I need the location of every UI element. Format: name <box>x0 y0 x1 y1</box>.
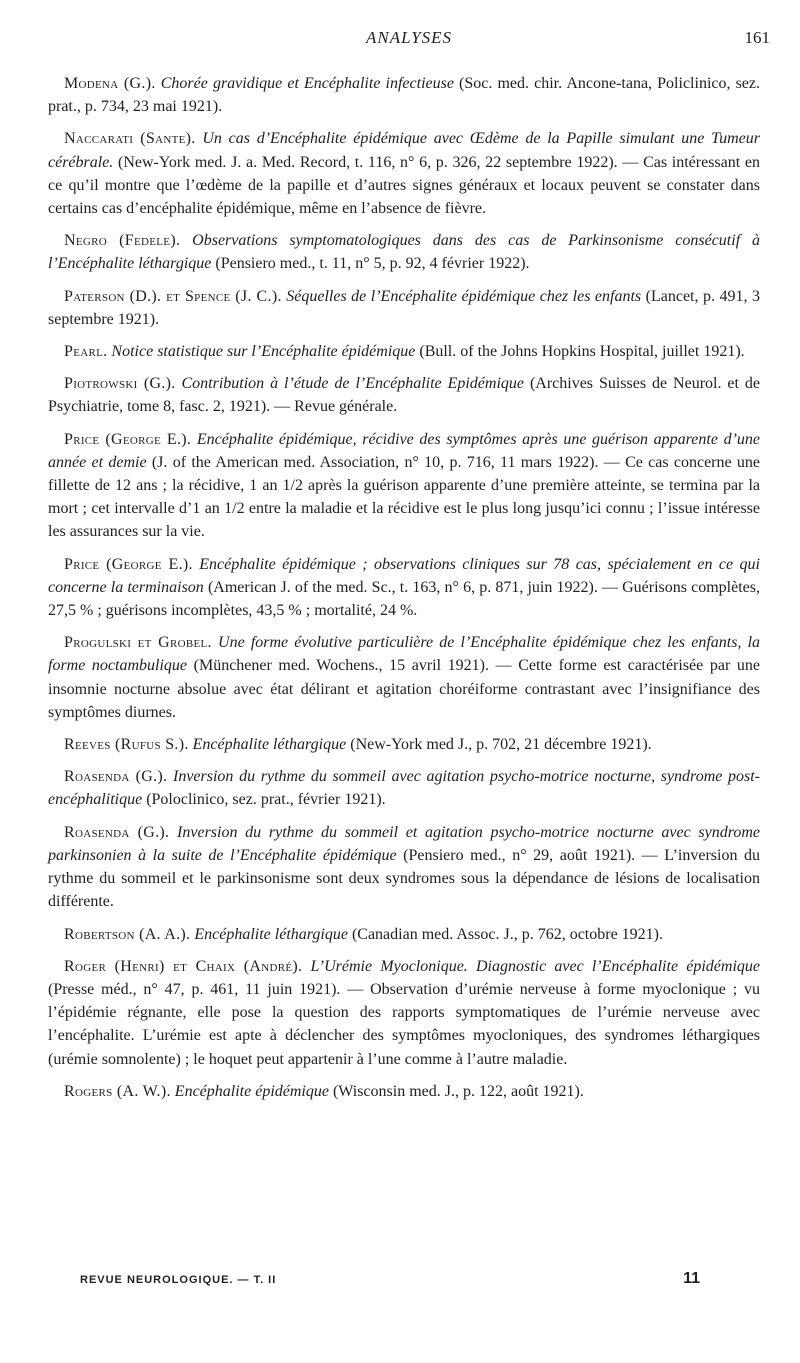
bibliography-entry <box>48 229 760 275</box>
entry-author: Roasenda (G.). <box>64 768 168 786</box>
entry-author: Modena (G.). <box>64 75 156 92</box>
entry-citation: (Canadian med. Assoc. J., p. 762, octobre 1921). <box>351 925 664 943</box>
page-number: 161 <box>744 28 770 47</box>
bibliography-entry <box>48 72 760 118</box>
signature-mark: 11 <box>683 1270 700 1287</box>
entry-citation: (Münchener med. Wochens., 15 avril 1921). — Cette forme est caractérisée par une insomnie nocturne absolue avec état délirant et agitation choréiforme contrastant avec l’insignifiance des symptômes diurnes. <box>48 657 761 721</box>
entry-author: Roasenda (G.). <box>64 823 170 841</box>
entry-citation: (Wisconsin med. J., p. 122, août 1921). <box>332 1082 584 1100</box>
entry-title: Chorée gravidique et Encéphalite infectieuse <box>160 75 454 92</box>
entry-title: Observations symptomatologiques dans des cas de Parkinsonisme consécutif à l’Encéphalite léthargique <box>48 232 761 273</box>
bibliography-entry <box>48 955 760 1071</box>
bibliography-entry <box>48 340 760 363</box>
entry-author: Robertson (A. A.). <box>64 925 191 943</box>
entry-citation: (New-York med. J. a. Med. Record, t. 116, n° 6, p. 326, 22 septembre 1922). — Cas intéressant en ce qu’il montre que l’œdème de la papille et d’autres signes généraux et locaux peuvent se constater dans certains cas d’encéphalite épidémique, même en l’absence de fièvre. <box>48 153 761 218</box>
entry-citation: (American J. of the med. Sc., t. 163, n° 6, p. 871, juin 1922). — Guérisons complètes, 27,5 % ; guérisons incomplètes, 43,5 % ; mortalité, 24 %. <box>48 578 760 620</box>
entry-title: Un cas d’Encéphalite épidémique avec Œdème de la Papille simulant une Tumeur cérébrale. <box>48 130 760 171</box>
entry-title: Inversion du rythme du sommeil et agitation psycho-motrice nocturne avec syndrome parkinsonien à la suite de l’Encéphalite épidémique <box>48 823 760 864</box>
bibliography-entry <box>48 553 760 623</box>
page-footer <box>80 1270 700 1294</box>
entry-citation: (Archives Suisses de Neurol. et de Psychiatrie, tome 8, fasc. 2, 1921). — Revue générale. <box>48 375 761 416</box>
entry-author: Reeves (Rufus S.). <box>64 736 189 754</box>
entry-author: Rogers (A. W.). <box>64 1082 171 1100</box>
entry-author: Piotrowski (G.). <box>64 375 176 393</box>
bibliography-entry <box>48 765 760 811</box>
running-head <box>48 28 770 56</box>
entry-title: Notice statistique sur l’Encéphalite épidémique <box>111 343 416 361</box>
bibliography-list <box>48 72 760 1112</box>
bibliography-entry <box>48 923 760 946</box>
entry-citation: (Lancet, p. 491, 3 septembre 1921). <box>48 287 760 328</box>
bibliography-entry <box>48 285 760 331</box>
footer-journal-title: REVUE NEUROLOGIQUE. — T. II <box>80 1274 277 1286</box>
entry-title: Encéphalite épidémique <box>174 1082 329 1100</box>
bibliography-entry <box>48 631 760 724</box>
bibliography-entry <box>48 733 760 756</box>
entry-title: L’Urémie Myoclonique. Diagnostic avec l’Encéphalite épidémique <box>310 957 760 975</box>
entry-author: Price (George E.). <box>64 555 193 573</box>
entry-citation: (J. of the American med. Association, n° 10, p. 716, 11 mars 1922). — Ce cas concerne une fillette de 12 ans ; la récidive, 1 an 1/2 après la guérison apparente d’une première atteinte, se termina par la mort ; cet intervalle d’1 an 1/2 entre la maladie et la récidive est le plus long jusqu’ici connu ; l’issue intéresse les assurances sur la vie. <box>48 453 760 541</box>
entry-citation: (Poloclinico, sez. prat., février 1921). <box>146 791 386 809</box>
entry-author: Negro (Fedele). <box>64 232 181 250</box>
entry-title: Séquelles de l’Encéphalite épidémique chez les enfants <box>286 287 642 305</box>
entry-citation: (Presse méd., n° 47, p. 461, 11 juin 1921). — Observation d’urémie nerveuse à forme myoclonique ; vu l’épidémie régnante, elle pose la question des rapports symptomatiques de l’urémie nerveuse avec l’encéphalite. L’urémie est apte à déclencher des symptômes myocloniques, des syndromes léthargiques (urémie somnolente) ; le hoquet peut appartenir à l’une comme à l’autre maladie. <box>48 980 760 1068</box>
entry-citation: (Soc. med. chir. Ancone-tana, Policlinico, sez. prat., p. 734, 23 mai 1921). <box>48 75 761 116</box>
entry-title: Encéphalite léthargique <box>192 736 347 754</box>
running-head-title: ANALYSES <box>365 28 453 47</box>
entry-title: Une forme évolutive particulière de l’Encéphalite épidémique chez les enfants, la forme noctambulique <box>48 634 761 675</box>
bibliography-entry <box>48 127 760 220</box>
entry-author: Price (George E.). <box>64 430 192 448</box>
entry-title: Encéphalite épidémique, récidive des symptômes après une guérison apparente d’une année et demie <box>48 430 760 471</box>
entry-author: Naccarati (Sante). <box>64 130 196 148</box>
entry-citation: (New-York med J., p. 702, 21 décembre 1921). <box>350 736 652 754</box>
bibliography-entry <box>48 372 760 418</box>
entry-citation: (Pensiero med., t. 11, n° 5, p. 92, 4 février 1922). <box>215 255 530 273</box>
entry-author: Progulski et Grobel. <box>64 634 212 652</box>
entry-title: Encéphalite léthargique <box>194 925 348 943</box>
bibliography-entry <box>48 1080 760 1103</box>
entry-author: Roger (Henri) et Chaix (André). <box>64 957 303 975</box>
entry-title: Inversion du rythme du sommeil avec agitation psycho-motrice nocturne, syndrome post-encéphalitique <box>48 768 761 809</box>
entry-title: Contribution à l’étude de l’Encéphalite Epidémique <box>181 375 524 393</box>
entry-title: Encéphalite épidémique ; observations cliniques sur 78 cas, spécialement en ce qui concerne la terminaison <box>48 555 760 596</box>
entry-citation: (Pensiero med., n° 29, août 1921). — L’inversion du rythme du sommeil et le parkinsonisme sont deux syndromes sous la dépendance de lésions de localisation différente. <box>48 846 761 911</box>
bibliography-entry <box>48 428 760 544</box>
entry-author: Paterson (D.). et Spence (J. C.). <box>64 287 282 305</box>
entry-author: Pearl. <box>64 343 108 361</box>
entry-citation: (Bull. of the Johns Hopkins Hospital, juillet 1921). <box>419 343 745 361</box>
bibliography-entry <box>48 821 760 914</box>
